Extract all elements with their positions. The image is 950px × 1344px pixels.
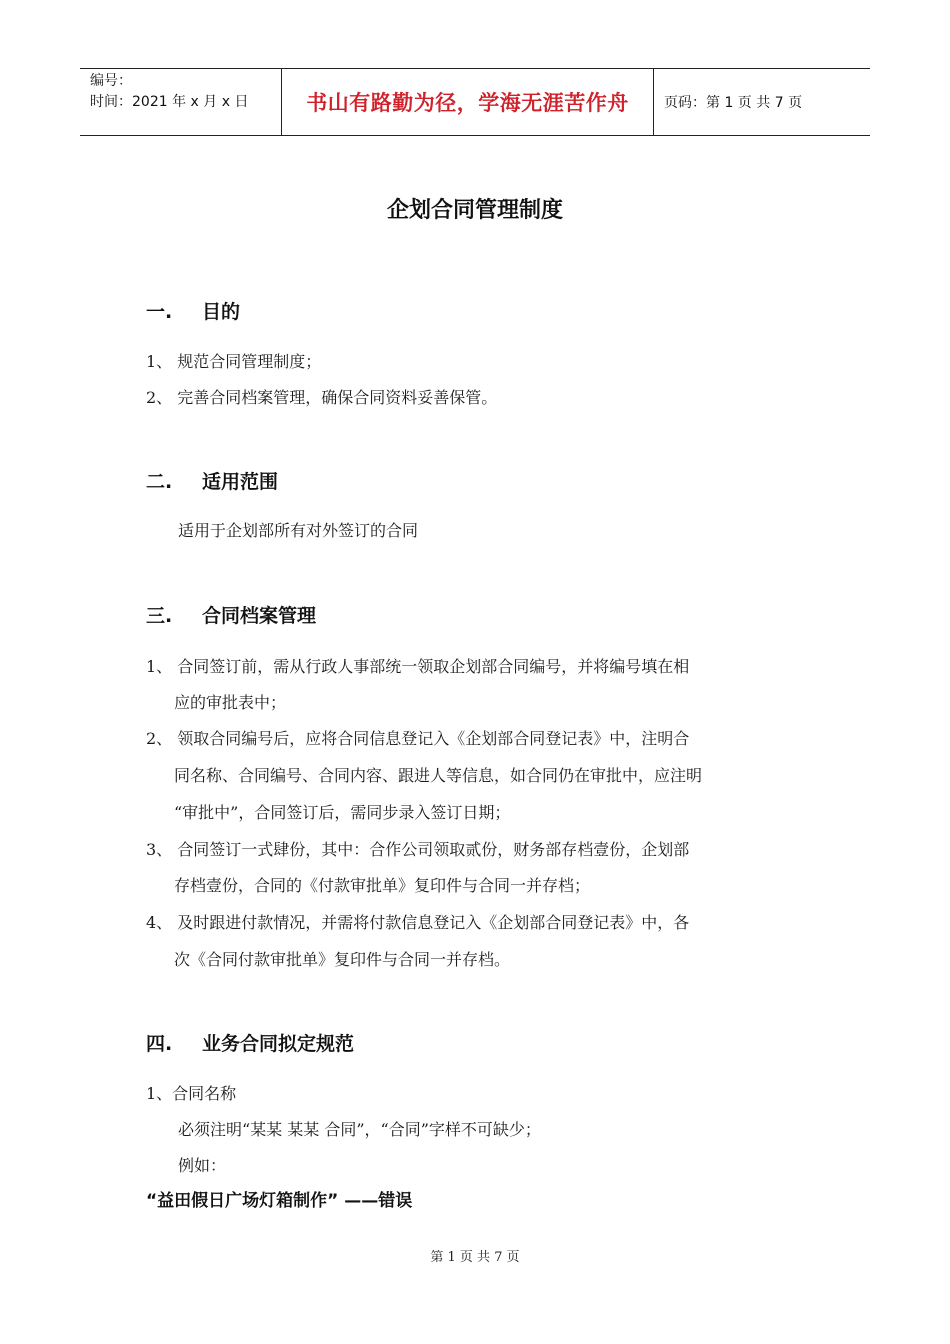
example-wrong: “益田假日广场灯箱制作” ——错误	[146, 1191, 413, 1211]
paragraph-line: 适用于企划部所有对外签订的合同	[178, 521, 419, 540]
section-title: 业务合同拟定规范	[202, 1033, 355, 1055]
paragraph-line: 1、合同名称	[146, 1084, 237, 1103]
paragraph-line: “审批中”，合同签订后，需同步录入签订日期；	[174, 803, 511, 822]
section-number: 三.	[146, 605, 173, 627]
paragraph-line: 例如：	[178, 1156, 227, 1175]
paragraph-line: 3、 合同签订一式肆份，其中：合作公司领取贰份，财务部存档壹份，企划部	[146, 840, 690, 859]
paragraph-line: 4、 及时跟进付款情况，并需将付款信息登记入《企划部合同登记表》中，各	[146, 913, 690, 932]
section-heading-2	[146, 467, 278, 494]
header-info-cell	[80, 69, 281, 135]
header-time-label: 时间：2021 年 x 月 x 日	[90, 94, 249, 110]
header-motto: 书山有路勤为径，学海无涯苦作舟	[306, 91, 629, 115]
section-title: 适用范围	[202, 471, 279, 493]
section-heading-3	[146, 601, 316, 628]
header-page-label: 页码：第 1 页 共 7 页	[664, 95, 803, 111]
document-title: 企划合同管理制度	[386, 198, 563, 223]
section-number: 一.	[146, 301, 173, 323]
section-heading-4	[146, 1029, 354, 1056]
header-table	[80, 68, 870, 136]
paragraph-line: 应的审批表中；	[174, 693, 287, 712]
section-number: 四.	[146, 1033, 173, 1055]
section-title: 合同档案管理	[202, 605, 317, 627]
paragraph-line: 2、 完善合同档案管理，确保合同资料妥善保管。	[146, 388, 498, 407]
section-heading-1	[146, 297, 240, 324]
section-title: 目的	[202, 301, 241, 323]
paragraph-line: 次《合同付款审批单》复印件与合同一并存档。	[174, 950, 511, 969]
paragraph-line: 必须注明“某某 某某 合同”，“合同”字样不可缺少；	[178, 1120, 541, 1139]
page-footer: 第 1 页 共 7 页	[430, 1250, 520, 1265]
paragraph-line: 同名称、合同编号、合同内容、跟进人等信息，如合同仍在审批中，应注明	[174, 766, 703, 785]
section-number: 二.	[146, 471, 173, 493]
paragraph-line: 2、 领取合同编号后，应将合同信息登记入《企划部合同登记表》中，注明合	[146, 729, 690, 748]
paragraph-line: 1、 规范合同管理制度；	[146, 352, 322, 371]
header-number-label: 编号：	[90, 73, 132, 89]
header-motto-cell	[281, 69, 654, 135]
header-page-cell	[654, 69, 870, 135]
paragraph-line: 存档壹份，合同的《付款审批单》复印件与合同一并存档；	[174, 876, 591, 895]
paragraph-line: 1、 合同签订前，需从行政人事部统一领取企划部合同编号，并将编号填在相	[146, 657, 690, 676]
